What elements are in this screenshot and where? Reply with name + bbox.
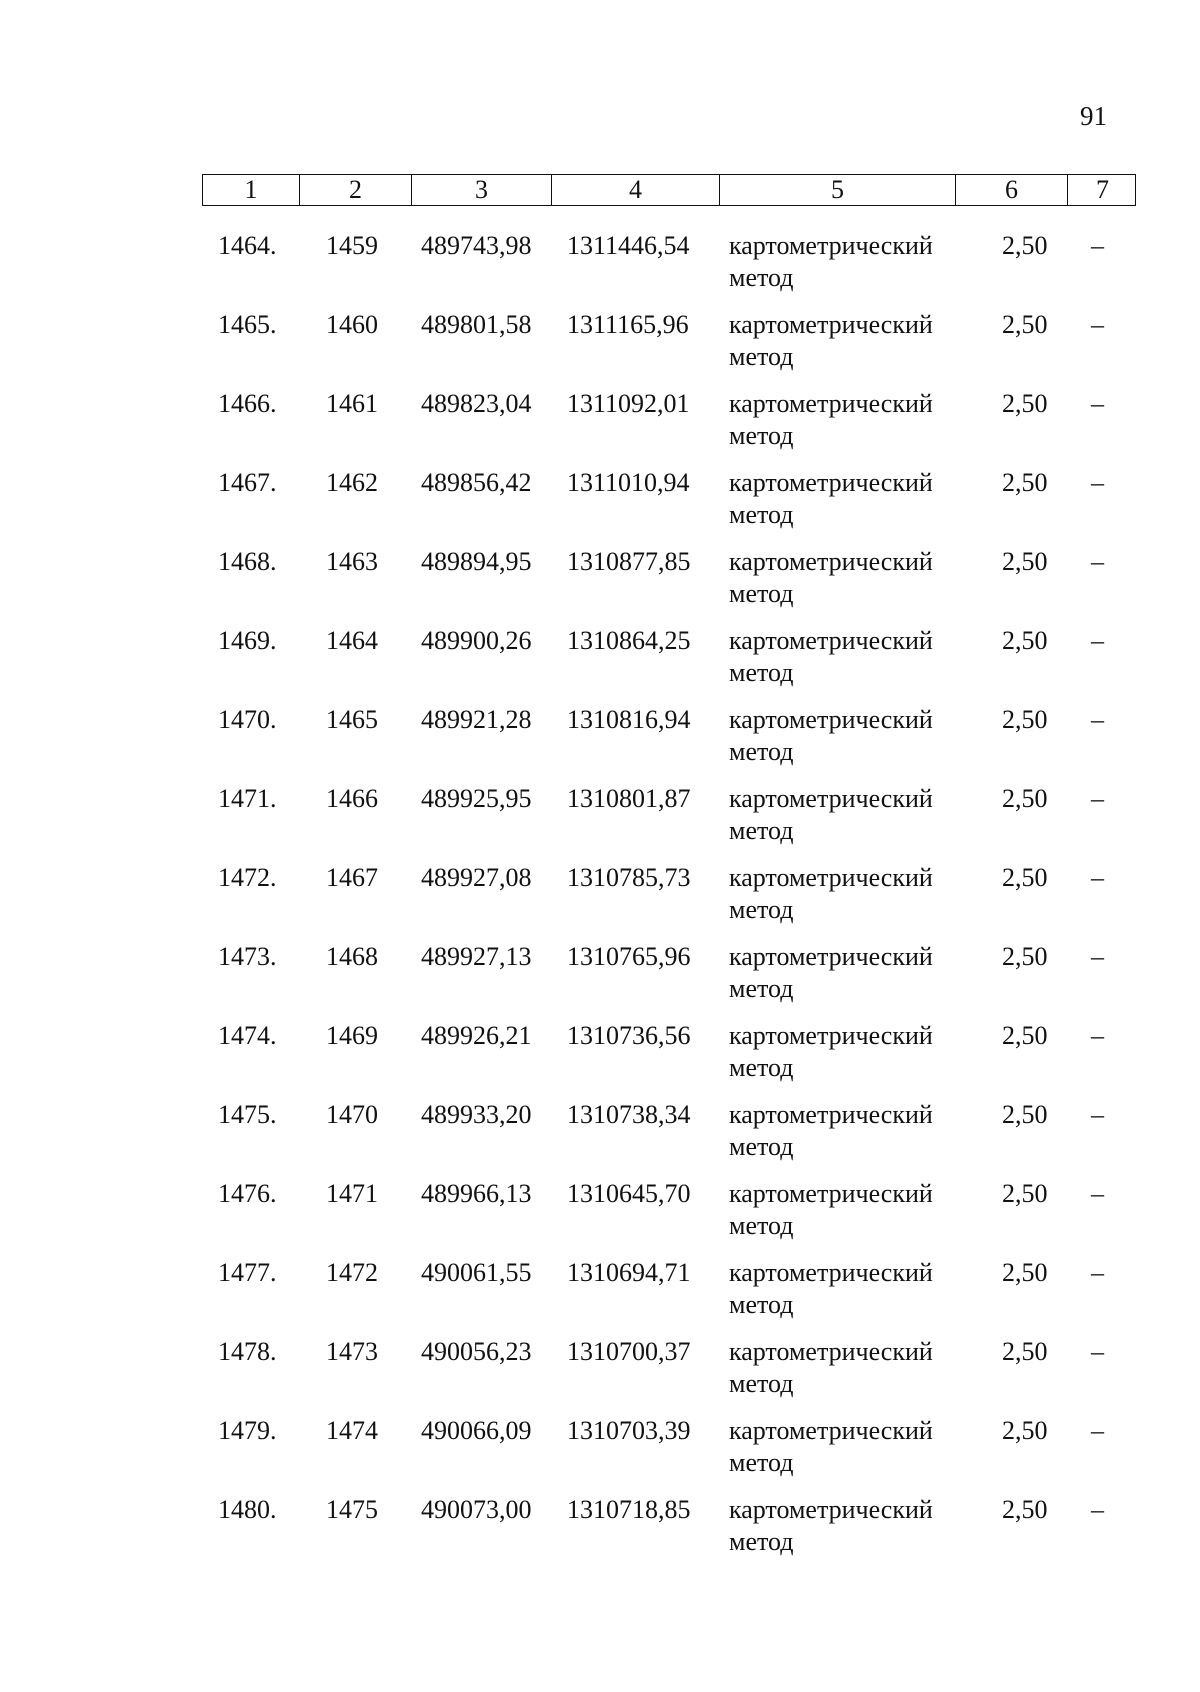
coordinate-y: 1310765,96 — [567, 942, 691, 971]
table-row — [0, 1415, 1200, 1487]
coordinate-y: 1310700,37 — [567, 1337, 691, 1366]
method-line-2: метод — [729, 816, 794, 845]
coordinate-x: 490056,23 — [421, 1337, 532, 1366]
method-cell — [729, 1336, 933, 1400]
coordinate-y: 1310694,71 — [567, 1258, 691, 1287]
point-number: 1470 — [326, 1100, 378, 1129]
row-number: 1473. — [218, 942, 277, 971]
table-row — [0, 862, 1200, 934]
method-line-1: картометрический — [729, 1495, 933, 1524]
coordinate-x: 490066,09 — [421, 1416, 532, 1445]
coordinate-x: 489925,95 — [421, 784, 532, 813]
row-number: 1468. — [218, 547, 277, 576]
coordinate-y: 1310816,94 — [567, 705, 691, 734]
method-cell — [729, 1099, 933, 1163]
point-number: 1469 — [326, 1021, 378, 1050]
row-number: 1471. — [218, 784, 277, 813]
method-cell — [729, 1494, 933, 1558]
method-line-2: метод — [729, 1369, 794, 1398]
method-cell — [729, 467, 933, 531]
method-line-2: метод — [729, 895, 794, 924]
accuracy-value: 2,50 — [1002, 1021, 1048, 1050]
point-number: 1460 — [326, 310, 378, 339]
row-number: 1464. — [218, 231, 277, 260]
coordinate-x: 489894,95 — [421, 547, 532, 576]
header-col-3: 3 — [411, 175, 551, 205]
note-value: – — [1091, 1100, 1104, 1129]
coordinate-x: 489823,04 — [421, 389, 532, 418]
coordinate-x: 489933,20 — [421, 1100, 532, 1129]
method-line-2: метод — [729, 1527, 794, 1556]
method-cell — [729, 704, 933, 768]
table-row — [0, 1494, 1200, 1566]
coordinate-y: 1310738,34 — [567, 1100, 691, 1129]
coordinate-x: 489927,08 — [421, 863, 532, 892]
note-value: – — [1091, 547, 1104, 576]
table-header — [202, 174, 1136, 206]
table-row — [0, 546, 1200, 618]
method-line-2: метод — [729, 1053, 794, 1082]
accuracy-value: 2,50 — [1002, 389, 1048, 418]
note-value: – — [1091, 1021, 1104, 1050]
accuracy-value: 2,50 — [1002, 784, 1048, 813]
coordinate-y: 1310718,85 — [567, 1495, 691, 1524]
accuracy-value: 2,50 — [1002, 1495, 1048, 1524]
method-cell — [729, 625, 933, 689]
method-line-1: картометрический — [729, 1258, 933, 1287]
point-number: 1464 — [326, 626, 378, 655]
table-row — [0, 388, 1200, 460]
coordinate-y: 1310864,25 — [567, 626, 691, 655]
accuracy-value: 2,50 — [1002, 1100, 1048, 1129]
table-row — [0, 1336, 1200, 1408]
method-line-2: метод — [729, 737, 794, 766]
method-line-2: метод — [729, 1290, 794, 1319]
table-row — [0, 1099, 1200, 1171]
coordinate-y: 1310703,39 — [567, 1416, 691, 1445]
note-value: – — [1091, 1258, 1104, 1287]
method-line-1: картометрический — [729, 389, 933, 418]
row-number: 1467. — [218, 468, 277, 497]
row-number: 1465. — [218, 310, 277, 339]
header-col-4: 4 — [551, 175, 719, 205]
table-row — [0, 1020, 1200, 1092]
point-number: 1467 — [326, 863, 378, 892]
header-col-5: 5 — [719, 175, 955, 205]
row-number: 1472. — [218, 863, 277, 892]
note-value: – — [1091, 468, 1104, 497]
method-cell — [729, 1020, 933, 1084]
coordinate-x: 489801,58 — [421, 310, 532, 339]
method-cell — [729, 1178, 933, 1242]
header-col-2: 2 — [299, 175, 411, 205]
method-line-1: картометрический — [729, 942, 933, 971]
point-number: 1468 — [326, 942, 378, 971]
method-cell — [729, 230, 933, 294]
method-cell — [729, 1257, 933, 1321]
method-line-2: метод — [729, 658, 794, 687]
note-value: – — [1091, 389, 1104, 418]
method-line-1: картометрический — [729, 1179, 933, 1208]
point-number: 1471 — [326, 1179, 378, 1208]
accuracy-value: 2,50 — [1002, 547, 1048, 576]
row-number: 1478. — [218, 1337, 277, 1366]
method-line-1: картометрический — [729, 863, 933, 892]
table-row — [0, 467, 1200, 539]
method-line-1: картометрический — [729, 1337, 933, 1366]
coordinate-x: 489927,13 — [421, 942, 532, 971]
method-cell — [729, 783, 933, 847]
row-number: 1475. — [218, 1100, 277, 1129]
point-number: 1459 — [326, 231, 378, 260]
row-number: 1479. — [218, 1416, 277, 1445]
note-value: – — [1091, 1337, 1104, 1366]
row-number: 1477. — [218, 1258, 277, 1287]
note-value: – — [1091, 1495, 1104, 1524]
method-line-1: картометрический — [729, 547, 933, 576]
header-col-6: 6 — [955, 175, 1067, 205]
page-number: 91 — [1080, 101, 1107, 131]
accuracy-value: 2,50 — [1002, 468, 1048, 497]
table-row — [0, 230, 1200, 302]
coordinate-x: 489921,28 — [421, 705, 532, 734]
method-line-1: картометрический — [729, 705, 933, 734]
row-number: 1469. — [218, 626, 277, 655]
row-number: 1480. — [218, 1495, 277, 1524]
method-line-2: метод — [729, 500, 794, 529]
header-col-7: 7 — [1067, 175, 1137, 205]
coordinate-y: 1311010,94 — [567, 468, 690, 497]
note-value: – — [1091, 863, 1104, 892]
table-row — [0, 941, 1200, 1013]
accuracy-value: 2,50 — [1002, 942, 1048, 971]
accuracy-value: 2,50 — [1002, 1416, 1048, 1445]
coordinate-y: 1311165,96 — [567, 310, 689, 339]
coordinate-x: 489900,26 — [421, 626, 532, 655]
coordinate-y: 1310645,70 — [567, 1179, 691, 1208]
note-value: – — [1091, 626, 1104, 655]
point-number: 1465 — [326, 705, 378, 734]
method-line-2: метод — [729, 1448, 794, 1477]
note-value: – — [1091, 1416, 1104, 1445]
accuracy-value: 2,50 — [1002, 231, 1048, 260]
point-number: 1472 — [326, 1258, 378, 1287]
note-value: – — [1091, 310, 1104, 339]
coordinate-x: 490073,00 — [421, 1495, 532, 1524]
method-cell — [729, 546, 933, 610]
accuracy-value: 2,50 — [1002, 1337, 1048, 1366]
coordinate-x: 489743,98 — [421, 231, 532, 260]
method-line-1: картометрический — [729, 231, 933, 260]
table-row — [0, 1178, 1200, 1250]
method-line-2: метод — [729, 421, 794, 450]
method-cell — [729, 941, 933, 1005]
point-number: 1462 — [326, 468, 378, 497]
note-value: – — [1091, 784, 1104, 813]
accuracy-value: 2,50 — [1002, 863, 1048, 892]
method-line-1: картометрический — [729, 1021, 933, 1050]
method-line-1: картометрический — [729, 310, 933, 339]
coordinate-x: 489856,42 — [421, 468, 532, 497]
header-col-1: 1 — [244, 175, 258, 204]
coordinate-y: 1311092,01 — [567, 389, 690, 418]
table-row — [0, 704, 1200, 776]
method-line-2: метод — [729, 974, 794, 1003]
point-number: 1475 — [326, 1495, 378, 1524]
coordinate-y: 1310785,73 — [567, 863, 691, 892]
coordinate-y: 1311446,54 — [567, 231, 690, 260]
method-cell — [729, 1415, 933, 1479]
method-cell — [729, 862, 933, 926]
method-line-2: метод — [729, 1132, 794, 1161]
accuracy-value: 2,50 — [1002, 626, 1048, 655]
row-number: 1474. — [218, 1021, 277, 1050]
accuracy-value: 2,50 — [1002, 1258, 1048, 1287]
point-number: 1461 — [326, 389, 378, 418]
note-value: – — [1091, 1179, 1104, 1208]
point-number: 1466 — [326, 784, 378, 813]
coordinate-x: 489926,21 — [421, 1021, 532, 1050]
coordinate-x: 489966,13 — [421, 1179, 532, 1208]
method-line-2: метод — [729, 263, 794, 292]
method-line-1: картометрический — [729, 1416, 933, 1445]
method-cell — [729, 309, 933, 373]
row-number: 1466. — [218, 389, 277, 418]
accuracy-value: 2,50 — [1002, 705, 1048, 734]
table-row — [0, 783, 1200, 855]
coordinate-y: 1310736,56 — [567, 1021, 691, 1050]
method-line-2: метод — [729, 1211, 794, 1240]
note-value: – — [1091, 705, 1104, 734]
table-row — [0, 309, 1200, 381]
method-line-1: картометрический — [729, 468, 933, 497]
point-number: 1474 — [326, 1416, 378, 1445]
method-line-1: картометрический — [729, 1100, 933, 1129]
coordinate-y: 1310801,87 — [567, 784, 691, 813]
row-number: 1470. — [218, 705, 277, 734]
note-value: – — [1091, 231, 1104, 260]
accuracy-value: 2,50 — [1002, 1179, 1048, 1208]
method-cell — [729, 388, 933, 452]
point-number: 1473 — [326, 1337, 378, 1366]
method-line-1: картометрический — [729, 626, 933, 655]
method-line-1: картометрический — [729, 784, 933, 813]
note-value: – — [1091, 942, 1104, 971]
method-line-2: метод — [729, 579, 794, 608]
accuracy-value: 2,50 — [1002, 310, 1048, 339]
point-number: 1463 — [326, 547, 378, 576]
coordinate-x: 490061,55 — [421, 1258, 532, 1287]
row-number: 1476. — [218, 1179, 277, 1208]
method-line-2: метод — [729, 342, 794, 371]
coordinate-y: 1310877,85 — [567, 547, 691, 576]
table-row — [0, 625, 1200, 697]
table-row — [0, 1257, 1200, 1329]
